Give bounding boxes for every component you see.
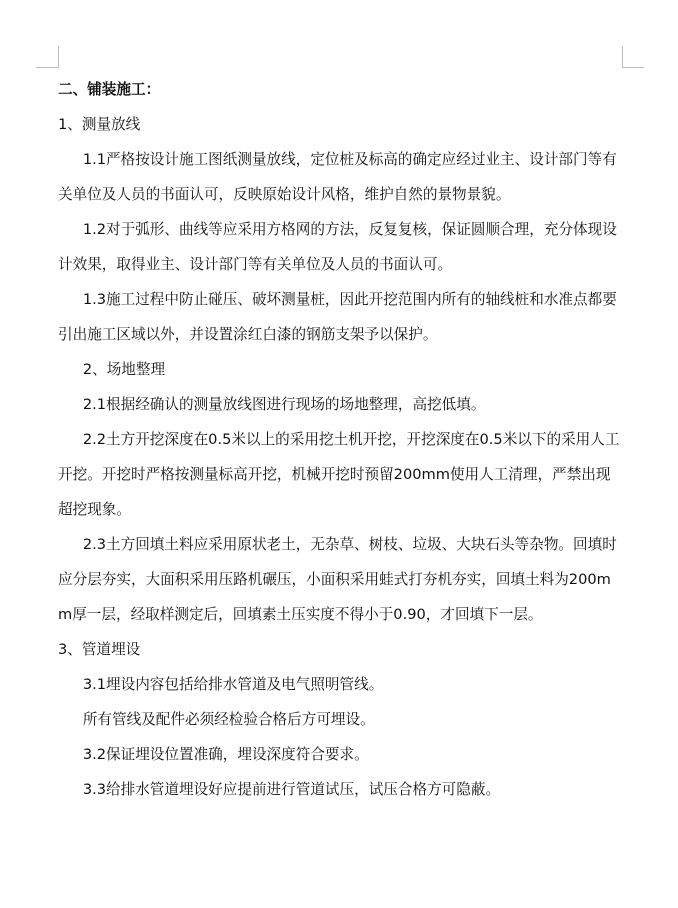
paragraph: 3.1埋设内容包括给排水管道及电气照明管线。: [82, 676, 384, 693]
margin-mark-top-left: [58, 46, 59, 68]
section-heading: 二、铺装施工：: [58, 81, 161, 98]
paragraph: 3.2保证埋设位置准确，埋设深度符合要求。: [82, 746, 369, 763]
paragraph: 2.1根据经确认的测量放线图进行现场的场地整理，高挖低填。: [82, 396, 486, 413]
margin-mark-top-right: [622, 67, 644, 68]
paragraph: 1.1严格按设计施工图纸测量放线，定位桩及标高的确定应经过业主、设计部门等有关单位及人员的书面认可，反映原始设计风格，维护自然的景物景貌。: [58, 151, 617, 203]
document-body: [58, 70, 624, 807]
subsection-title: 1、测量放线: [58, 116, 141, 133]
subsection-title: 2、场地整理: [82, 361, 166, 378]
paragraph: 2.2土方开挖深度在0.5米以上的采用挖土机开挖，开挖深度在0.5米以下的采用人工开挖。开挖时严格按测量标高开挖，机械开挖时预留200mm使用人工清理，严禁出现超挖现象。: [58, 431, 620, 518]
subsection-title: 3、管道埋设: [58, 641, 141, 658]
paragraph: 1.2对于弧形、曲线等应采用方格网的方法，反复复核，保证圆顺合理，充分体现设计效果，取得业主、设计部门等有关单位及人员的书面认可。: [58, 221, 617, 273]
paragraph: 3.3给排水管道埋设好应提前进行管道试压，试压合格方可隐蔽。: [82, 781, 501, 798]
paragraph: 1.3施工过程中防止碰压、破坏测量桩，因此开挖范围内所有的轴线桩和水准点都要引出施工区域以外，并设置涂红白漆的钢筋支架予以保护。: [58, 291, 617, 343]
paragraph: 所有管线及配件必须经检验合格后方可埋设。: [82, 711, 375, 728]
margin-mark-top-left: [36, 67, 59, 68]
paragraph: 2.3土方回填土料应采用原状老土，无杂草、树枝、垃圾、大块石头等杂物。回填时应分层夯实，大面积采用压路机碾压，小面积采用蛙式打夯机夯实，回填土料为200mm厚一层，经取样测定后，回填素土压实度不得小于0.90，才回填下一层。: [58, 536, 617, 623]
margin-mark-top-right: [622, 46, 623, 68]
